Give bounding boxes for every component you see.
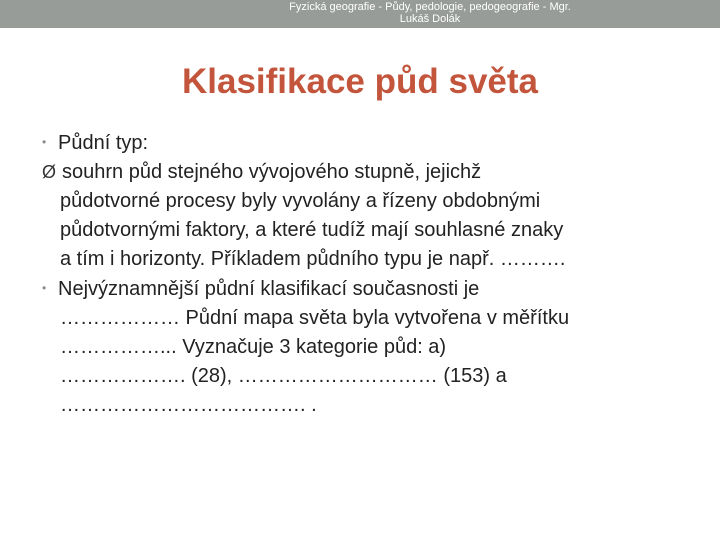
bullet-text: Nejvýznamnější půdní klasifikací současnosti je (58, 278, 480, 300)
bullet-item-classification (42, 274, 682, 304)
header-line-2: Lukáš Dolák (399, 13, 461, 25)
bullet-text-line: ……………... Vyznačuje 3 kategorie půd: a) (60, 336, 447, 358)
bullet-text-line: ………………………………. . (60, 394, 317, 416)
slide-content (42, 128, 682, 420)
arrow-text-line: půdotvornými faktory, a které tudíž mají souhlasné znaky (60, 219, 564, 241)
arrow-bullet-icon: Ø (42, 162, 57, 182)
bullet-item-soil-type (42, 128, 682, 158)
bullet-text: Půdní typ: (58, 132, 149, 154)
bullet-text-line: ……………… Půdní mapa světa byla vytvořena v měřítku (60, 307, 570, 329)
slide-title: Klasifikace půd světa (182, 62, 538, 101)
header-text (260, 1, 600, 25)
bullet-text-line: ………………. (28), ………………………… (153) a (60, 365, 507, 387)
arrow-text-line: půdotvorné procesy byly vyvolány a řízeny obdobnými (60, 190, 541, 212)
arrow-text-line: souhrn půd stejného vývojového stupně, jejichž (62, 161, 482, 183)
bullet-icon: • (42, 135, 47, 149)
header-line-1: Fyzická geografie - Půdy, pedologie, pedogeografie - Mgr. (289, 1, 571, 13)
bullet-icon: • (42, 281, 47, 295)
arrow-item (42, 158, 682, 187)
arrow-text-line: a tím i horizonty. Příkladem půdního typu je např. ………. (60, 248, 566, 270)
